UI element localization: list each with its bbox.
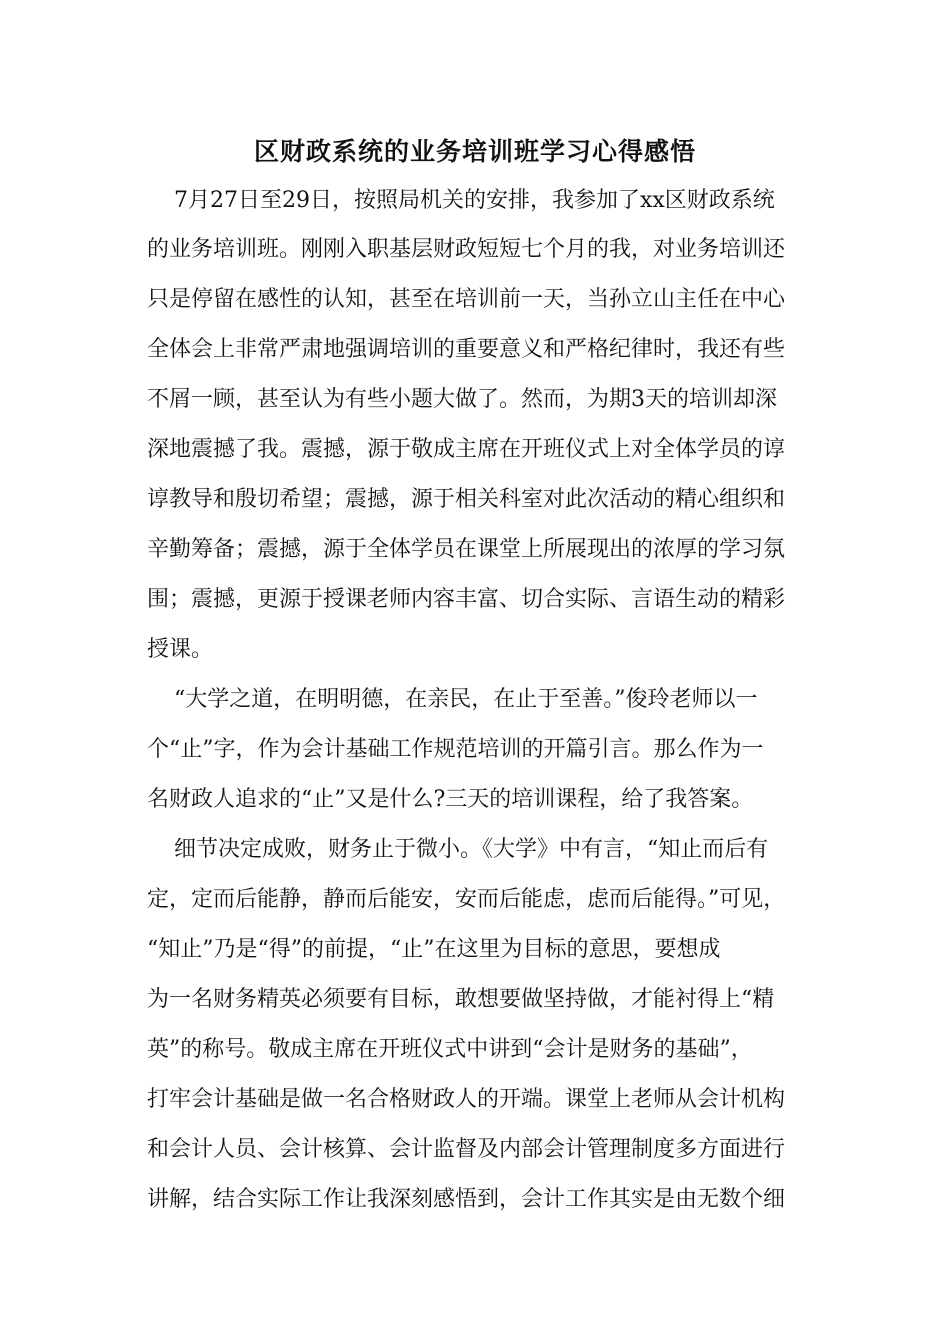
paragraph-1-line-2: 的业务培训班。刚刚入职基层财政短短七个月的我，对业务培训还: [147, 237, 786, 262]
paragraph-3-line-3: “知止”乃是“得”的前提，“止”在这里为目标的意思，要想成: [147, 937, 721, 962]
paragraph-2-line-2: 个“止”字，作为会计基础工作规范培训的开篇引言。那么作为一: [147, 737, 764, 762]
paragraph-3-line-1: 细节决定成败，财务止于微小。《大学》中有言，“知止而后有: [174, 837, 769, 862]
paragraph-3-line-4: 为一名财务精英必须要有目标，敢想要做坚持做，才能衬得上“精: [147, 987, 775, 1012]
paragraph-1-line-5: 不屑一顾，甚至认为有些小题大做了。然而，为期3天的培训却深: [147, 387, 777, 412]
paragraph-1-line-1: 7月27日至29日，按照局机关的安排，我参加了xx区财政系统: [174, 188, 775, 213]
paragraph-2-line-3: 名财政人追求的“止”又是什么?三天的培训课程，给了我答案。: [147, 787, 754, 812]
paragraph-1-line-10: 授课。: [147, 637, 214, 662]
paragraph-3-line-8: 讲解，结合实际工作让我深刻感悟到，会计工作其实是由无数个细: [147, 1187, 786, 1212]
paragraph-1-line-4: 全体会上非常严肃地强调培训的重要意义和严格纪律时，我还有些: [147, 337, 786, 362]
paragraph-1-line-7: 谆教导和殷切希望；震撼，源于相关科室对此次活动的精心组织和: [147, 487, 786, 512]
paragraph-3-line-2: 定，定而后能静，静而后能安，安而后能虑，虑而后能得。”可见，: [147, 887, 786, 912]
paragraph-2-line-1: “大学之道，在明明德，在亲民，在止于至善。”俊玲老师以一: [174, 687, 758, 712]
paragraph-1-line-6: 深地震撼了我。震撼，源于敬成主席在开班仪式上对全体学员的谆: [147, 437, 786, 462]
paragraph-3-line-6: 打牢会计基础是做一名合格财政人的开端。课堂上老师从会计机构: [147, 1087, 786, 1112]
paragraph-1-line-3: 只是停留在感性的认知，甚至在培训前一天，当孙立山主任在中心: [147, 287, 786, 312]
paragraph-1-line-9: 围；震撼，更源于授课老师内容丰富、切合实际、言语生动的精彩: [147, 587, 786, 612]
document-title: 区财政系统的业务培训班学习心得感悟: [253, 137, 696, 166]
paragraph-3-line-7: 和会计人员、会计核算、会计监督及内部会计管理制度多方面进行: [147, 1137, 786, 1162]
paragraph-3-line-5: 英”的称号。敬成主席在开班仪式中讲到“会计是财务的基础”，: [147, 1037, 753, 1062]
paragraph-1-line-8: 辛勤筹备；震撼，源于全体学员在课堂上所展现出的浓厚的学习氛: [147, 537, 786, 562]
